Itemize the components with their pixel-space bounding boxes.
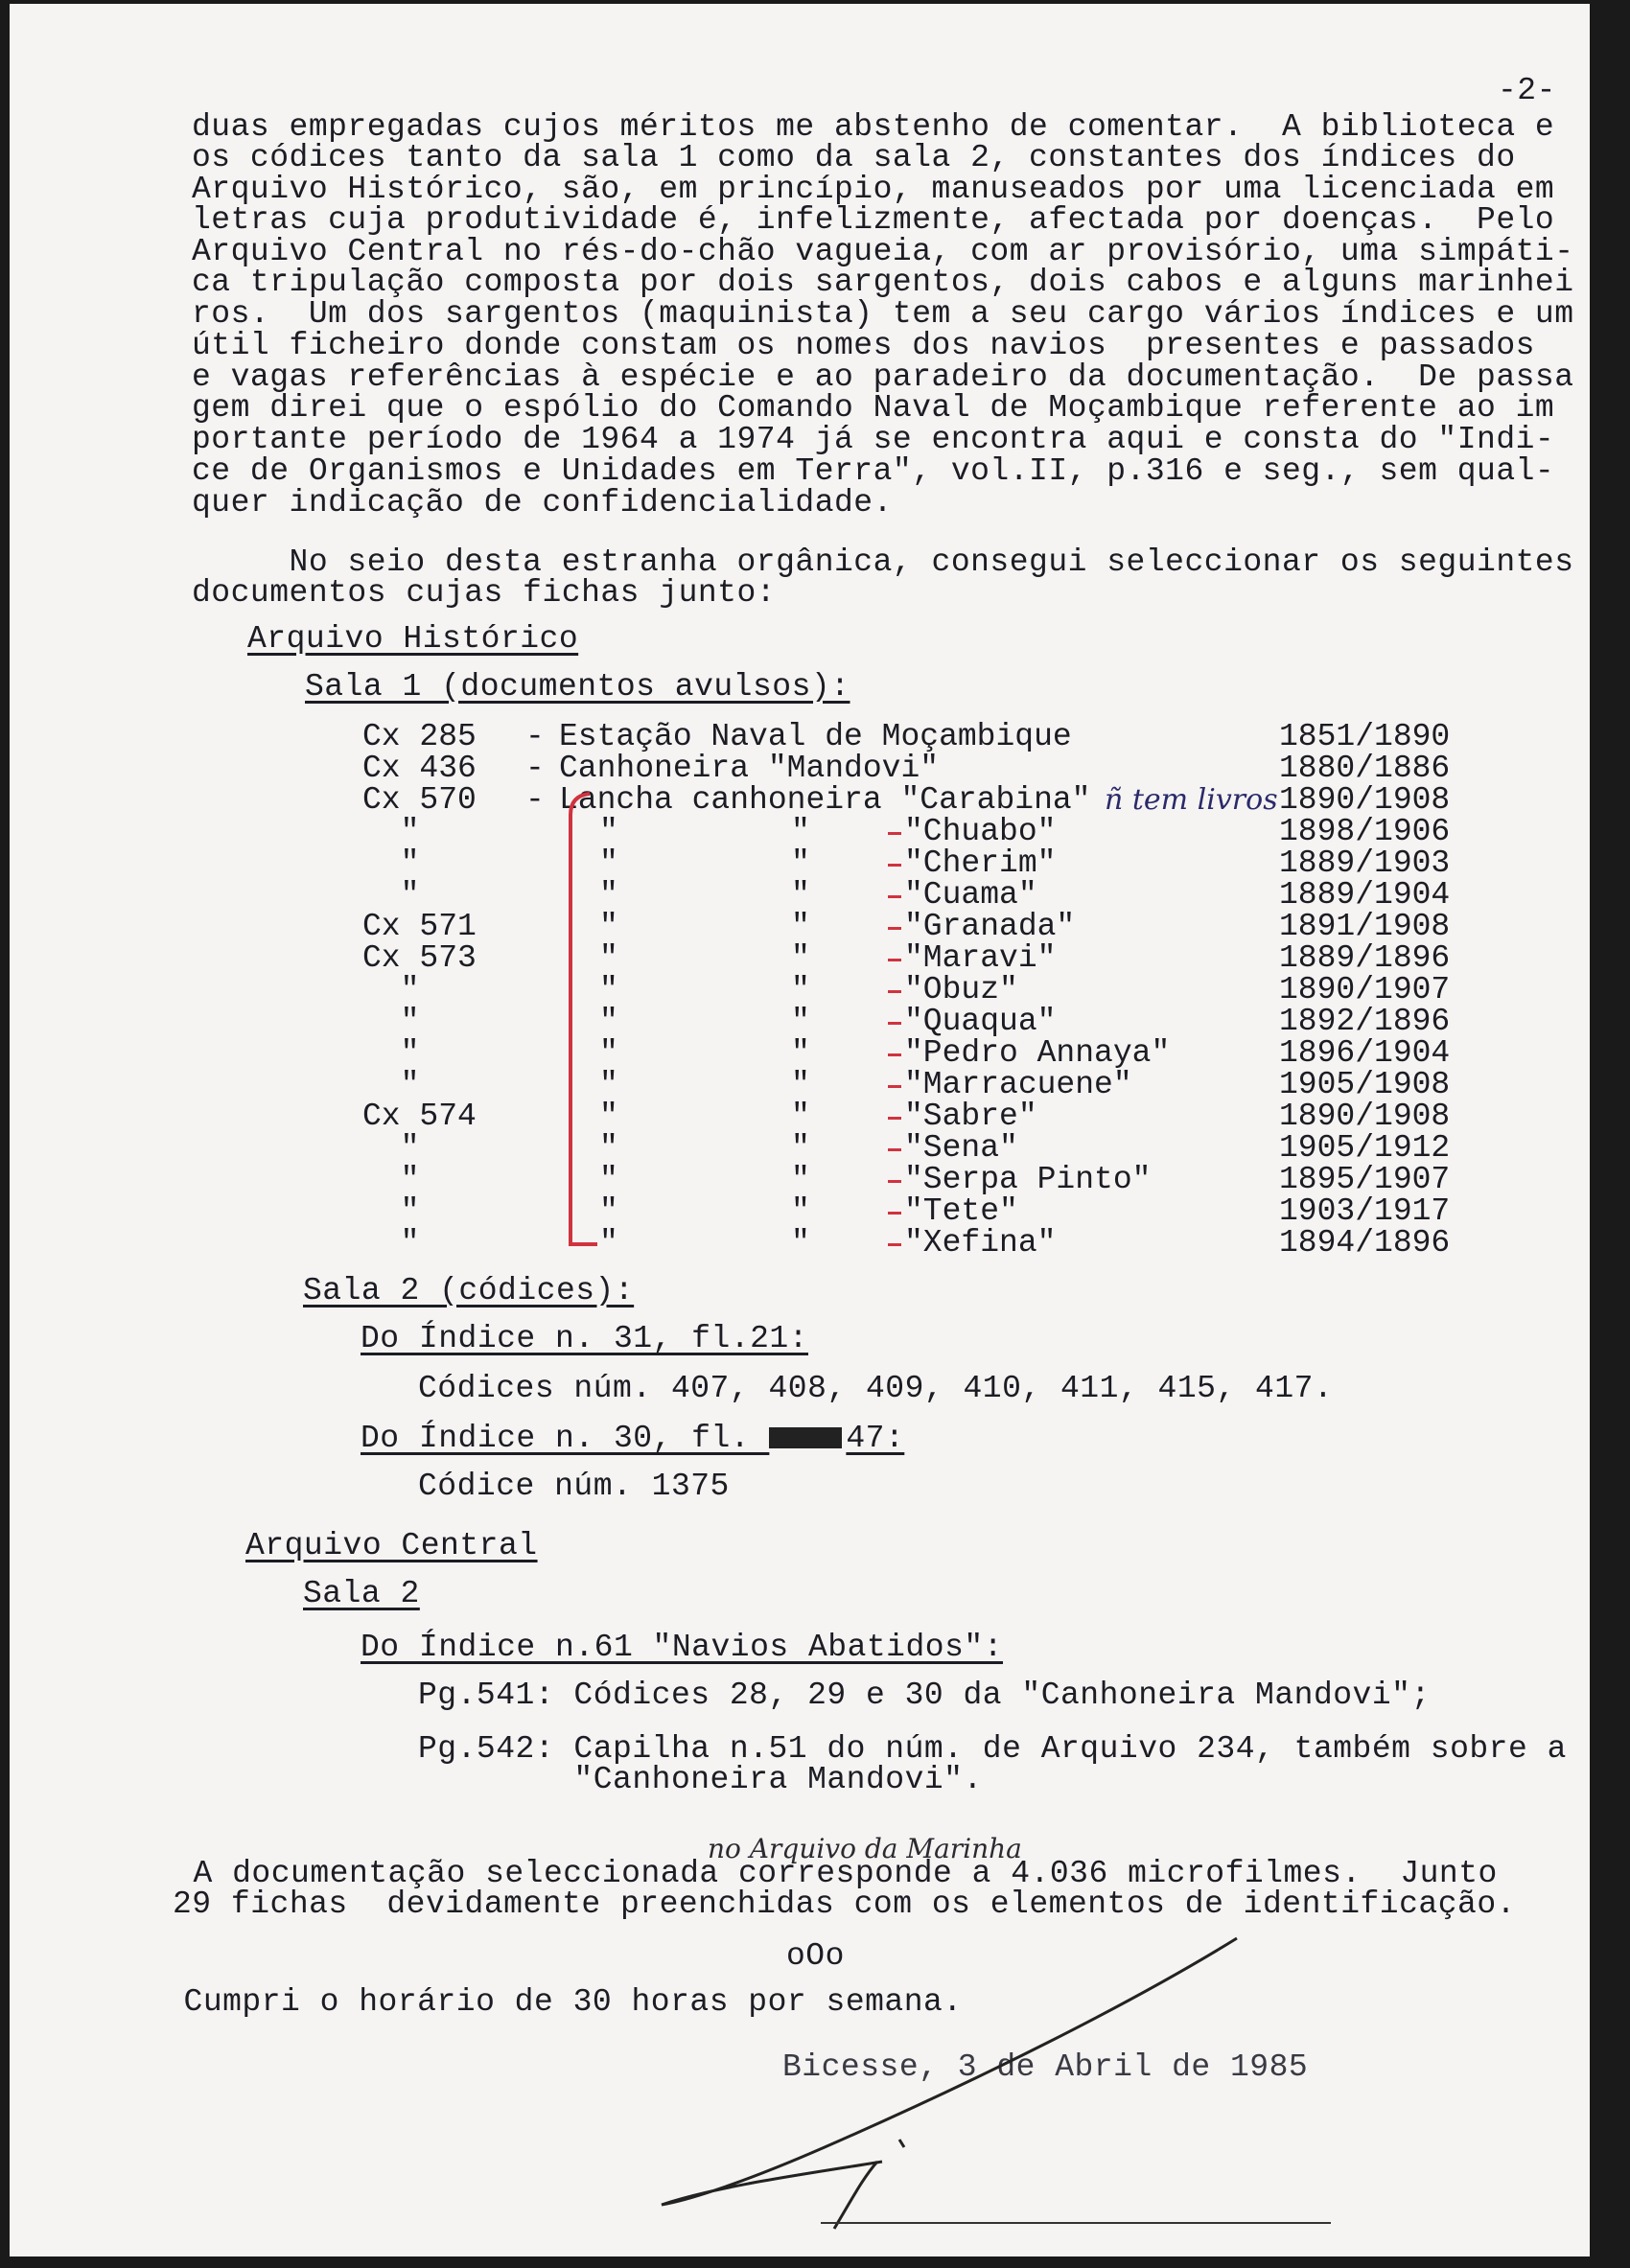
ditto-mark: " [791, 909, 810, 944]
box-number: " [362, 1193, 420, 1229]
box-number: Cx 574 [362, 1099, 477, 1134]
ditto-mark: " [599, 1099, 618, 1134]
vessel-name: "Sabre" [904, 1099, 1037, 1134]
vessel-name: "Cuama" [904, 877, 1037, 913]
box-number: " [362, 1130, 420, 1166]
ditto-mark: " [791, 940, 810, 976]
ditto-mark: " [599, 972, 618, 1007]
text-line: Arquivo Histórico, são, em princípio, manuseados por uma licenciada em [192, 172, 1555, 207]
text-line: gem direi que o espólio do Comando Naval de Moçambique referente ao im [192, 390, 1555, 426]
pg542-entry-line2: "Canhoneira Mandovi". [418, 1762, 983, 1797]
ditto-mark: " [599, 814, 618, 849]
years: 1892/1896 [1279, 1004, 1451, 1039]
place-date: Bicesse, 3 de Abril de 1985 [782, 2049, 1309, 2085]
red-tick-mark [888, 1180, 901, 1183]
dash: - [525, 782, 545, 818]
ditto-mark: " [791, 1130, 810, 1166]
text-line: quer indicação de confidencialidade. [192, 485, 893, 521]
indice31-codices: Códices núm. 407, 408, 409, 410, 411, 415, 417. [418, 1371, 1334, 1406]
ditto-mark: " [791, 1193, 810, 1229]
ditto-mark: " [599, 909, 618, 944]
ditto-mark: " [791, 1004, 810, 1039]
ditto-mark: " [599, 1067, 618, 1102]
indice30-heading [361, 1423, 904, 1455]
years: 1889/1903 [1279, 845, 1451, 881]
vessel-name: "Tete" [904, 1193, 1018, 1229]
years: 1889/1896 [1279, 940, 1451, 976]
red-tick-mark [888, 1053, 901, 1056]
ditto-mark: " [599, 845, 618, 881]
ditto-mark: " [599, 1162, 618, 1197]
dash: - [525, 719, 545, 754]
vessel-name: "Maravi" [904, 940, 1057, 976]
page-number: -2- [1498, 73, 1556, 108]
vessel-name: "Xefina" [904, 1225, 1057, 1261]
text-line: ros. Um dos sargentos (maquinista) tem a seu cargo vários índices e um [192, 296, 1574, 332]
signature [633, 1927, 1266, 2243]
years: 1890/1907 [1279, 972, 1451, 1007]
text-line: portante período de 1964 a 1974 já se encontra aqui e consta do "Indi- [192, 422, 1555, 457]
box-number: " [362, 1035, 420, 1071]
box-number: Cx 436 [362, 751, 477, 786]
pg541-entry: Pg.541: Códices 28, 29 e 30 da "Canhoneira Mandovi"; [418, 1678, 1431, 1713]
ditto-mark: " [791, 1067, 810, 1102]
box-number: " [362, 1004, 420, 1039]
box-number: Cx 573 [362, 940, 477, 976]
description: Estação Naval de Moçambique [559, 719, 1072, 754]
text-line: útil ficheiro donde constam os nomes dos navios presentes e passados [192, 328, 1535, 363]
box-number: " [362, 877, 420, 913]
red-tick-mark [888, 832, 901, 835]
ditto-mark: " [791, 1225, 810, 1261]
pg542-entry-line1: Pg.542: Capilha n.51 do núm. de Arquivo 234, também sobre a [418, 1731, 1567, 1767]
text-line: No seio desta estranha orgânica, consegui seleccionar os seguintes [192, 544, 1574, 580]
sala1-heading: Sala 1 (documentos avulsos): [305, 669, 850, 705]
years: 1905/1912 [1279, 1130, 1451, 1166]
red-tick-mark [888, 1212, 901, 1215]
indice30-label: Do Índice n. 30, fl. [361, 1421, 770, 1456]
indice31-heading: Do Índice n. 31, fl.21: [361, 1321, 808, 1356]
indice30-page: 47: [846, 1421, 905, 1456]
vessel-name: "Serpa Pinto" [904, 1162, 1152, 1197]
years: 1880/1886 [1279, 751, 1451, 786]
sala2-heading: Sala 2 (códices): [303, 1273, 635, 1308]
dash: - [525, 751, 545, 786]
hours-line: Cumpri o horário de 30 horas por semana. [86, 1984, 963, 2020]
indice30-codice: Códice núm. 1375 [418, 1469, 730, 1504]
box-number: " [362, 972, 420, 1007]
text-line: documentos cujas fichas junto: [192, 575, 777, 611]
text-line: letras cuja produtividade é, infelizmente, afectada por doenças. Pelo [192, 202, 1555, 238]
ditto-mark: " [599, 877, 618, 913]
sala-heading: Sala 2 [303, 1576, 420, 1611]
vessel-name: "Chuabo" [904, 814, 1057, 849]
text-line: ce de Organismos e Unidades em Terra", vol.II, p.316 e seg., sem qual- [192, 453, 1555, 489]
text-line: ca tripulação composta por dois sargentos, dois cabos e alguns marinhei [192, 265, 1574, 300]
years: 1891/1908 [1279, 909, 1451, 944]
ditto-mark: " [791, 972, 810, 1007]
years: 1894/1896 [1279, 1225, 1451, 1261]
vessel-name: "Sena" [904, 1130, 1018, 1166]
arquivo-historico-heading: Arquivo Histórico [247, 621, 579, 657]
red-tick-mark [888, 1148, 901, 1151]
signature-line [821, 2222, 1331, 2224]
ditto-mark: " [791, 814, 810, 849]
text-line: os códices tanto da sala 1 como da sala 2, constantes dos índices do [192, 140, 1516, 175]
closing-line: A documentação seleccionada corresponde a 4.036 microfilmes. Junto [96, 1856, 1498, 1891]
years: 1896/1904 [1279, 1035, 1451, 1071]
red-tick-mark [888, 990, 901, 993]
redacted-mark [769, 1427, 842, 1448]
vessel-name: "Cherim" [904, 845, 1057, 881]
box-number: " [362, 1067, 420, 1102]
box-number: " [362, 814, 420, 849]
ditto-mark: " [599, 1035, 618, 1071]
red-tick-mark [888, 895, 901, 898]
box-number: Cx 570 [362, 782, 477, 818]
vessel-name: "Obuz" [904, 972, 1018, 1007]
vessel-name: "Marracuene" [904, 1067, 1132, 1102]
vessel-name: "Granada" [904, 909, 1076, 944]
box-number: " [362, 1225, 420, 1261]
years: 1905/1908 [1279, 1067, 1451, 1102]
vessel-name: "Pedro Annaya" [904, 1035, 1171, 1071]
vessel-name: "Quaqua" [904, 1004, 1057, 1039]
text-line: Arquivo Central no rés-do-chão vagueia, com ar provisório, uma simpáti- [192, 234, 1574, 269]
box-number: Cx 571 [362, 909, 477, 944]
red-tick-mark [888, 864, 901, 867]
indice61-heading: Do Índice n.61 "Navios Abatidos": [361, 1630, 1004, 1665]
years: 1889/1904 [1279, 877, 1451, 913]
red-tick-mark [888, 959, 901, 961]
red-tick-mark [888, 1243, 901, 1246]
ditto-mark: " [791, 1099, 810, 1134]
box-number: Cx 285 [362, 719, 477, 754]
years: 1898/1906 [1279, 814, 1451, 849]
ditto-mark: " [599, 940, 618, 976]
description: Canhoneira "Mandovi" [559, 751, 940, 786]
years: 1890/1908 [1279, 782, 1451, 818]
years: 1890/1908 [1279, 1099, 1451, 1134]
years: 1903/1917 [1279, 1193, 1451, 1229]
ditto-mark: " [791, 877, 810, 913]
ditto-mark: " [599, 1225, 618, 1261]
ditto-mark: " [791, 1035, 810, 1071]
years: 1895/1907 [1279, 1162, 1451, 1197]
red-tick-mark [888, 1022, 901, 1025]
closing-line: 29 fichas devidamente preenchidas com os elementos de identificação. [173, 1886, 1516, 1922]
text-line: duas empregadas cujos méritos me abstenho de comentar. A biblioteca e [192, 109, 1555, 145]
box-number: " [362, 845, 420, 881]
ditto-mark: " [599, 1130, 618, 1166]
ditto-mark: " [599, 1193, 618, 1229]
ditto-mark: " [791, 845, 810, 881]
ditto-mark: " [599, 1004, 618, 1039]
handwritten-insert: no Arquivo da Marinha [708, 1833, 1022, 1864]
ditto-mark: " [791, 1162, 810, 1197]
red-tick-mark [888, 927, 901, 930]
box-number: " [362, 1162, 420, 1197]
years: 1851/1890 [1279, 719, 1451, 754]
red-tick-mark [888, 1117, 901, 1120]
red-tick-mark [888, 1085, 901, 1088]
arquivo-central-heading: Arquivo Central [245, 1528, 538, 1563]
description: Lancha canhoneira "Carabina" [559, 782, 1091, 818]
text-line: e vagas referências à espécie e ao paradeiro da documentação. De passa [192, 359, 1574, 395]
handwritten-note: ñ tem livros [1105, 783, 1278, 817]
separator: oOo [786, 1938, 845, 1974]
red-bracket-mark [551, 786, 609, 1265]
